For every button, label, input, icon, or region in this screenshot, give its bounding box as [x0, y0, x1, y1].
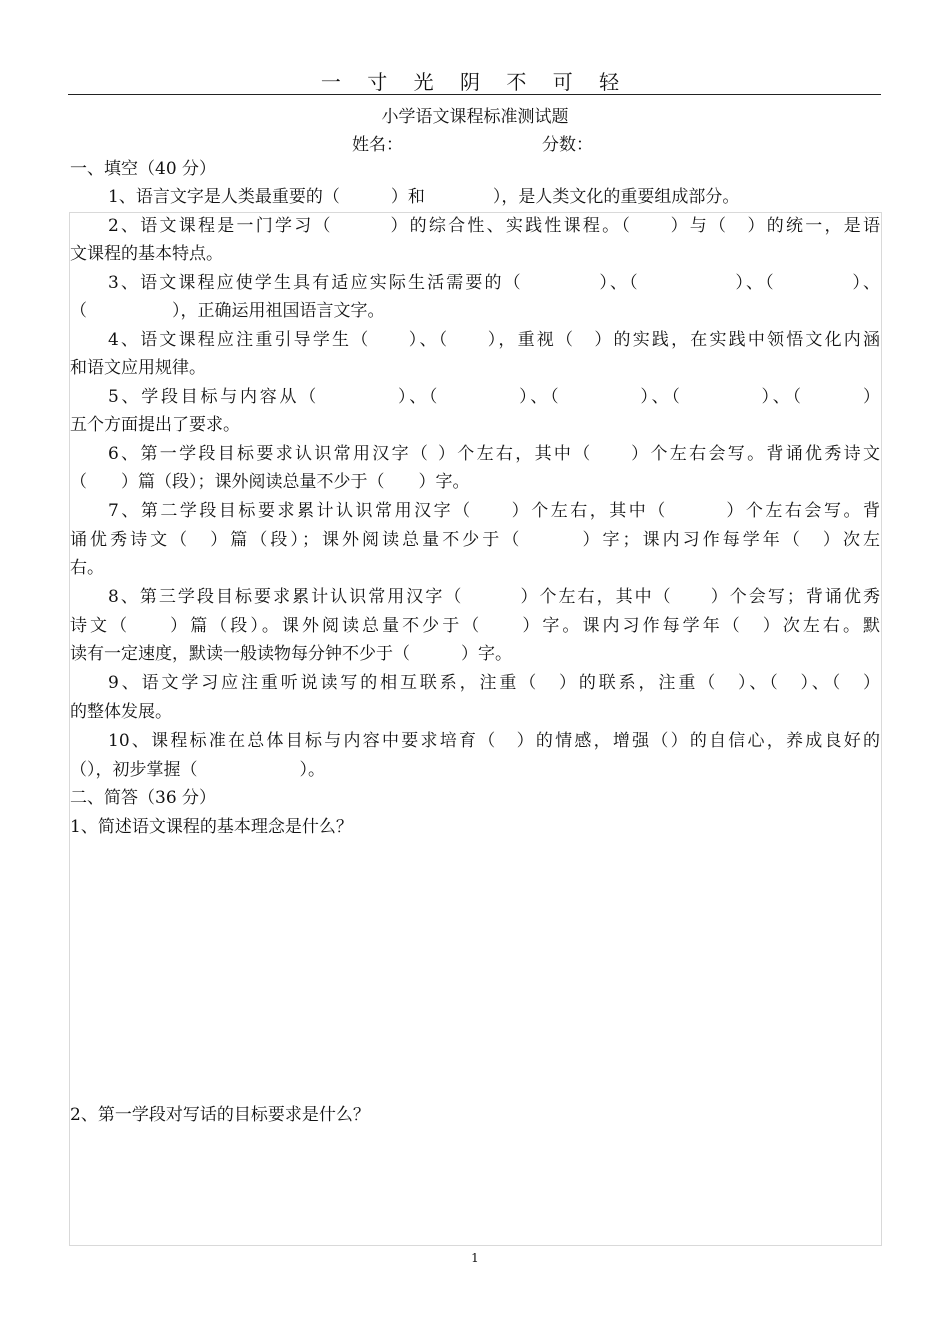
question-4-line1: 4、语文课程应注重引导学生（ ）、（ ），重视（ ）的实践，在实践中领悟文化内涵	[108, 330, 880, 350]
question-2-line1: 2、语文课程是一门学习（ ）的综合性、实践性课程。（ ）与（ ）的统一，是语	[108, 216, 880, 236]
page-header-motto: 一 寸 光 阴 不 可 轻	[320, 70, 630, 94]
question-9-line1: 9、语文学习应注重听说读写的相互联系，注重（ ）的联系，注重（ ）、（ ）、（ ）	[108, 673, 880, 693]
question-4-line2: 和语文应用规律。	[70, 358, 206, 378]
question-2-line2: 文课程的基本特点。	[70, 244, 223, 264]
section1-heading: 一、填空（40 分）	[70, 159, 217, 179]
question-10-line2: （），初步掌握（ ）。	[70, 760, 325, 780]
question-7-line1: 7、第二学段目标要求累计认识常用汉字（ ）个左右，其中（ ）个左右会写。背	[108, 501, 880, 521]
document-title: 小学语文课程标准测试题	[381, 107, 569, 127]
question-8-line3: 读有一定速度，默读一般读物每分钟不少于（ ）字。	[70, 644, 512, 664]
short-answer-1: 1、简述语文课程的基本理念是什么？	[70, 817, 353, 837]
header-divider	[68, 94, 881, 95]
page-number: 1	[471, 1251, 479, 1265]
question-3-line2: （ ），正确运用祖国语言文字。	[70, 301, 385, 321]
question-8-line1: 8、第三学段目标要求累计认识常用汉字（ ）个左右，其中（ ）个会写；背诵优秀	[108, 587, 880, 607]
short-answer-2: 2、第一学段对写话的目标要求是什么？	[70, 1105, 370, 1125]
section2-heading: 二、简答（36 分）	[70, 788, 217, 808]
question-5-line1: 5、学段目标与内容从（ ）、（ ）、（ ）、（ ）、（ ）	[108, 387, 880, 407]
question-5-line2: 五个方面提出了要求。	[70, 415, 240, 435]
question-3-line1: 3、语文课程应使学生具有适应实际生活需要的（ ）、（ ）、（ ）、	[108, 273, 880, 293]
score-label: 分数：	[542, 135, 593, 155]
question-6-line2: （ ）篇（段）；课外阅读总量不少于（ ）字。	[70, 472, 470, 492]
question-10-line1: 10、课程标准在总体目标与内容中要求培育（ ）的情感，增强（）的自信心，养成良好的	[108, 731, 880, 751]
name-label: 姓名：	[352, 135, 403, 155]
question-9-line2: 的整体发展。	[70, 702, 172, 722]
question-7-line3: 右。	[70, 558, 104, 578]
question-6-line1: 6、第一学段目标要求认识常用汉字（ ）个左右，其中（ ）个左右会写。背诵优秀诗文	[108, 444, 880, 464]
question-7-line2: 诵优秀诗文（ ）篇（段）；课外阅读总量不少于（ ）字；课内习作每学年（ ）次左	[70, 530, 880, 550]
question-8-line2: 诗文（ ）篇（段）。课外阅读总量不少于（ ）字。课内习作每学年（ ）次左右。默	[70, 616, 880, 636]
question-1: 1、语言文字是人类最重要的（ ）和 ），是人类文化的重要组成部分。	[108, 187, 740, 207]
